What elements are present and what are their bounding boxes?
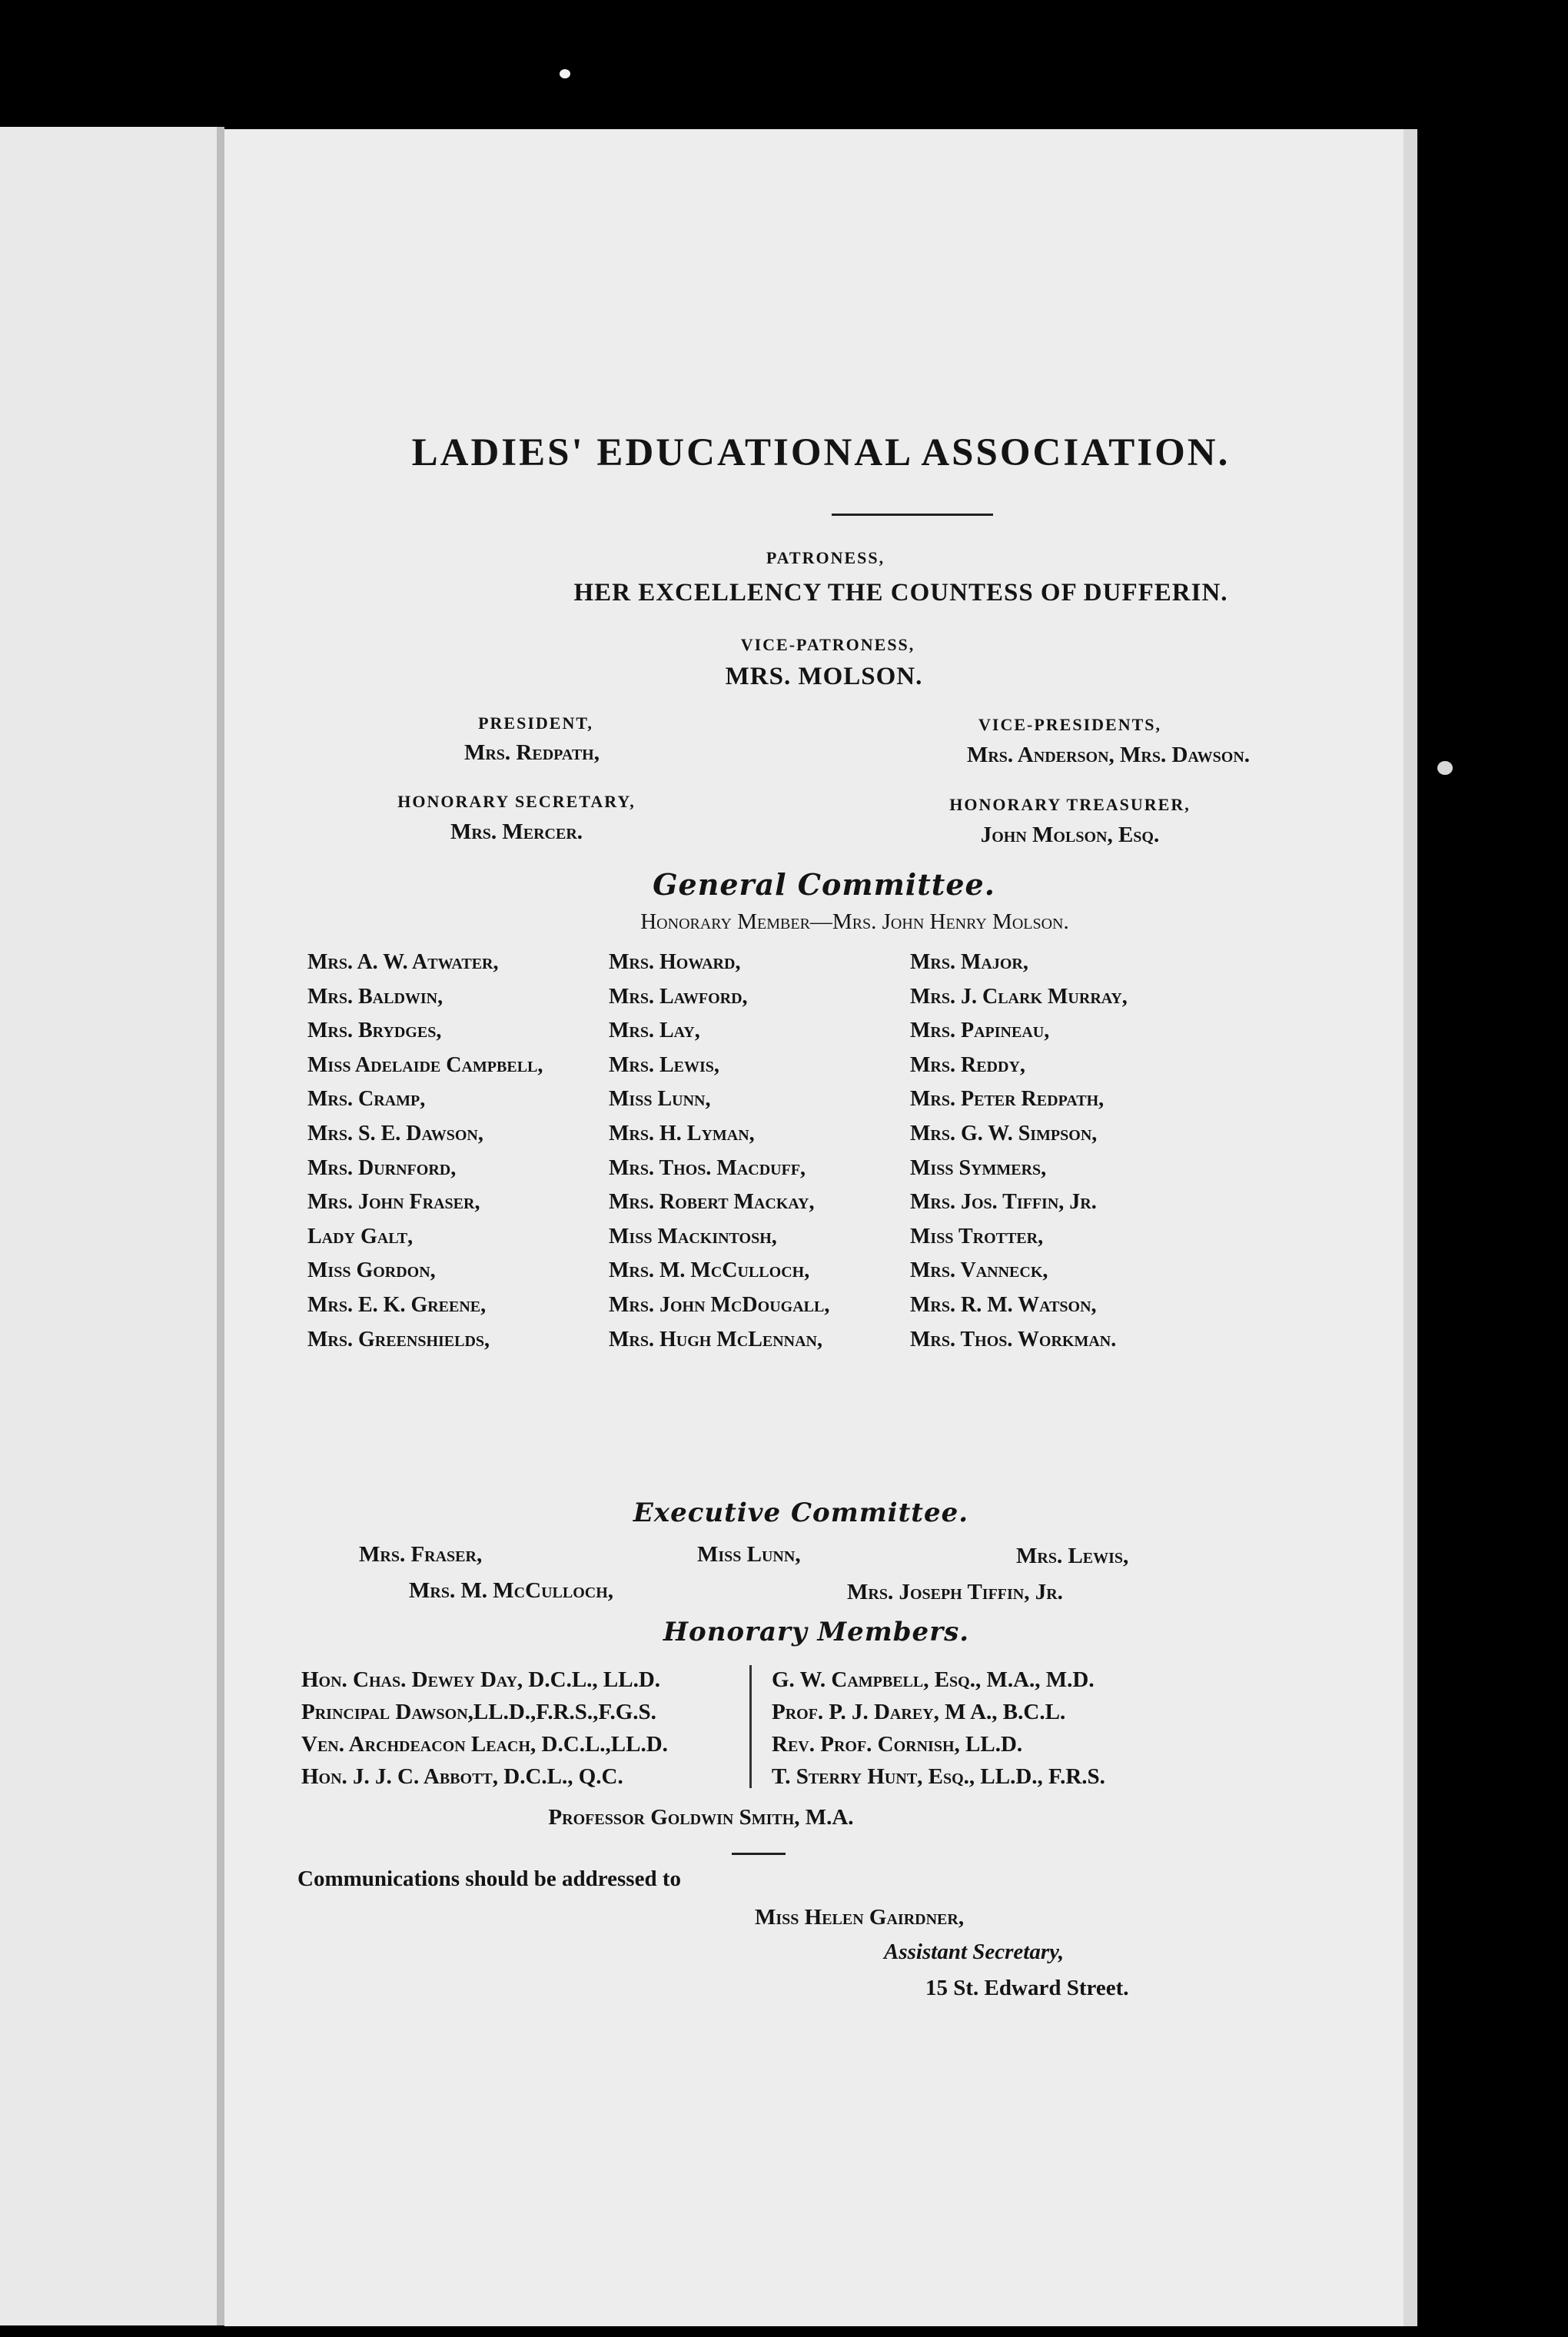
- honorary-member: Ven. Archdeacon Leach, D.C.L.,LL.D.: [301, 1732, 668, 1757]
- honorary-treasurer-label: HONORARY TREASURER,: [949, 795, 1191, 814]
- committee-column-3: [910, 946, 1128, 1357]
- committee-member: Miss Mackintosh,: [609, 1224, 777, 1248]
- executive-member: Mrs. Lewis,: [1016, 1544, 1129, 1568]
- page-smudge: [560, 69, 570, 78]
- committee-member: Mrs. E. K. Greene,: [307, 1292, 487, 1317]
- honorary-member: Hon. J. J. C. Abbott, D.C.L., Q.C.: [301, 1764, 623, 1789]
- committee-member: Lady Galt,: [307, 1224, 414, 1248]
- committee-member: Mrs. Lewis,: [609, 1052, 719, 1077]
- president-name: Mrs. Redpath,: [463, 740, 600, 765]
- title-rule: [832, 514, 993, 516]
- contact-name: Miss Helen Gairdner,: [755, 1905, 965, 1930]
- committee-member: Mrs. Thos. Workman.: [910, 1327, 1117, 1351]
- committee-member: Mrs. Greenshields,: [307, 1327, 490, 1351]
- executive-committee-heading: Executive Committee.: [633, 1498, 969, 1528]
- committee-member: Miss Gordon,: [307, 1258, 436, 1283]
- honorary-members-left: [301, 1664, 668, 1793]
- page-title: LADIES' EDUCATIONAL ASSOCIATION.: [411, 431, 1231, 474]
- honorary-secretary-label: HONORARY SECRETARY,: [397, 792, 636, 811]
- committee-member: Mrs. Major,: [910, 950, 1028, 974]
- committee-member: Mrs. Hugh McLennan,: [609, 1327, 822, 1351]
- committee-member: Miss Trotter,: [910, 1224, 1044, 1248]
- vice-patroness-name: MRS. MOLSON.: [725, 663, 923, 690]
- honorary-member: Prof. P. J. Darey, M A., B.C.L.: [772, 1700, 1066, 1724]
- committee-member: Mrs. Vanneck,: [910, 1258, 1048, 1283]
- committee-column-1: [307, 946, 543, 1357]
- committee-member: Mrs. Howard,: [609, 950, 741, 974]
- contact-role: Assistant Secretary,: [884, 1940, 1065, 1964]
- general-committee-heading: General Committee.: [653, 867, 995, 902]
- document-page: [224, 129, 1417, 2326]
- committee-member: Mrs. Peter Redpath,: [910, 1087, 1105, 1112]
- page-smudge: [1437, 761, 1453, 775]
- committee-member: Mrs. John Fraser,: [307, 1190, 480, 1215]
- contact-address: 15 St. Edward Street.: [925, 1976, 1129, 2000]
- committee-member: Mrs. Thos. Macduff,: [609, 1155, 806, 1180]
- executive-member: Mrs. Fraser,: [359, 1542, 483, 1567]
- patroness-name: HER EXCELLENCY THE COUNTESS OF DUFFERIN.: [573, 579, 1228, 607]
- column-divider: [749, 1665, 752, 1788]
- committee-member: Mrs. R. M. Watson,: [910, 1292, 1097, 1317]
- committee-member: Mrs. H. Lyman,: [609, 1121, 755, 1145]
- honorary-member-last: Professor Goldwin Smith, M.A.: [548, 1805, 854, 1830]
- committee-member: Mrs. Lay,: [609, 1019, 700, 1043]
- honorary-member: Principal Dawson,LL.D.,F.R.S.,F.G.S.: [301, 1700, 656, 1724]
- committee-member: Mrs. Papineau,: [910, 1019, 1050, 1043]
- committee-member: Mrs. Lawford,: [609, 984, 748, 1009]
- committee-member: Mrs. G. W. Simpson,: [910, 1121, 1098, 1145]
- committee-member: Mrs. Durnford,: [307, 1155, 457, 1180]
- honorary-member-line: Honorary Member—Mrs. John Henry Molson.: [640, 909, 1069, 934]
- honorary-secretary-name: Mrs. Mercer.: [450, 819, 583, 844]
- honorary-members-right: [772, 1664, 1105, 1793]
- committee-member: Mrs. Brydges,: [307, 1019, 442, 1043]
- committee-member: Miss Adelaide Campbell,: [307, 1052, 543, 1077]
- honorary-member: G. W. Campbell, Esq., M.A., M.D.: [772, 1667, 1095, 1692]
- committee-member: Mrs. Robert Mackay,: [609, 1190, 815, 1215]
- committee-member: Mrs. Baldwin,: [307, 984, 443, 1009]
- patroness-label: PATRONESS,: [766, 548, 885, 567]
- vice-patroness-label: VICE-PATRONESS,: [740, 635, 915, 654]
- executive-member: Mrs. Joseph Tiffin, Jr.: [847, 1580, 1063, 1604]
- committee-member: Mrs. John McDougall,: [609, 1292, 830, 1317]
- committee-member: Mrs. Cramp,: [307, 1087, 426, 1112]
- honorary-member: T. Sterry Hunt, Esq., LL.D., F.R.S.: [772, 1764, 1105, 1789]
- left-page-edge: [0, 127, 218, 2325]
- honorary-members-heading: Honorary Members.: [663, 1617, 970, 1647]
- section-rule: [732, 1853, 786, 1855]
- committee-member: Mrs. Reddy,: [910, 1052, 1025, 1077]
- vice-presidents-label: VICE-PRESIDENTS,: [978, 715, 1161, 734]
- communications-text: Communications should be addressed to: [297, 1867, 682, 1891]
- committee-member: Mrs. Jos. Tiffin, Jr.: [910, 1190, 1097, 1215]
- committee-member: Mrs. J. Clark Murray,: [910, 984, 1128, 1009]
- book-gutter: [217, 127, 224, 2325]
- honorary-treasurer-name: John Molson, Esq.: [980, 823, 1160, 847]
- vice-presidents-name: Mrs. Anderson, Mrs. Dawson.: [966, 743, 1251, 767]
- honorary-member: Hon. Chas. Dewey Day, D.C.L., LL.D.: [301, 1667, 661, 1692]
- executive-member: Miss Lunn,: [697, 1542, 801, 1567]
- committee-member: Miss Lunn,: [609, 1087, 711, 1112]
- committee-member: Mrs. S. E. Dawson,: [307, 1121, 483, 1145]
- committee-member: Mrs. A. W. Atwater,: [307, 950, 499, 974]
- committee-column-2: [609, 946, 829, 1357]
- honorary-member: Rev. Prof. Cornish, LL.D.: [772, 1732, 1023, 1757]
- president-label: PRESIDENT,: [478, 713, 593, 733]
- committee-member: Mrs. M. McCulloch,: [609, 1258, 810, 1283]
- executive-member: Mrs. M. McCulloch,: [409, 1578, 613, 1603]
- committee-member: Miss Symmers,: [910, 1155, 1047, 1180]
